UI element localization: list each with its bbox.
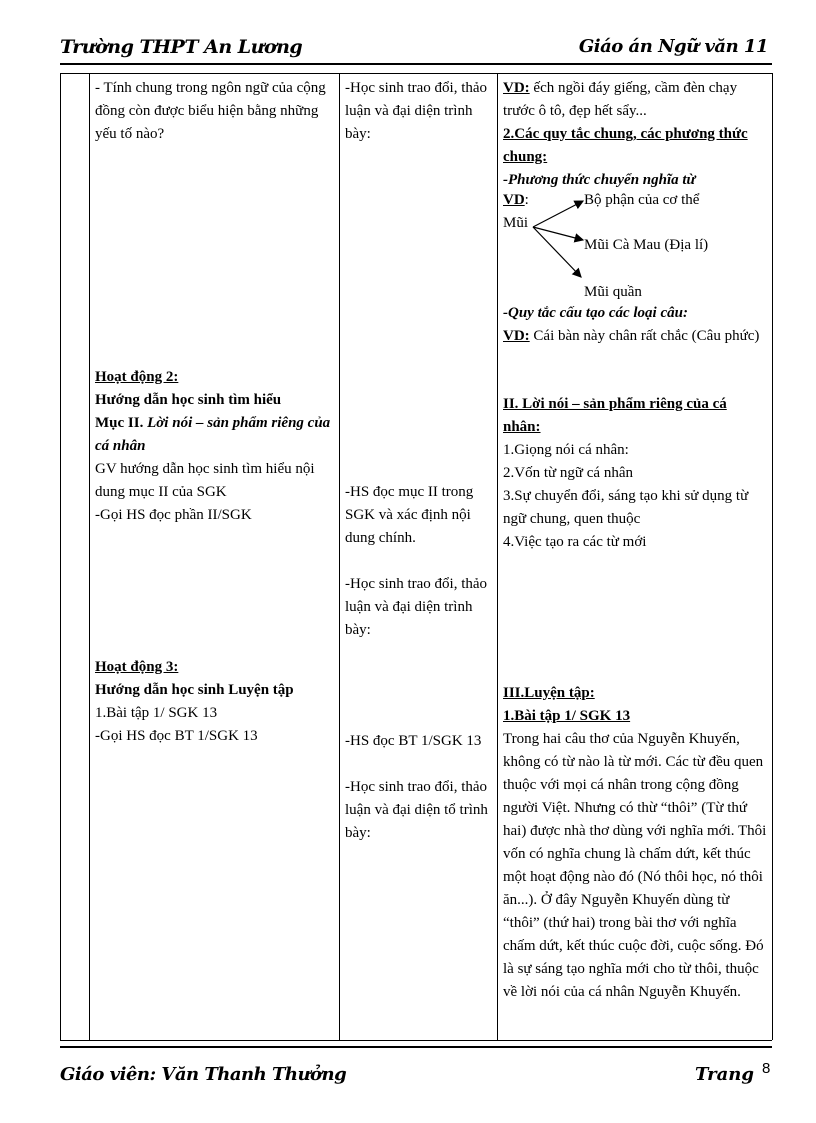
arrow-3	[533, 227, 581, 277]
section-2-title: 2.Các quy tắc chung, các phương thức chung:	[503, 126, 748, 165]
branch-3: Mũi quần	[584, 284, 642, 300]
example-3-text: Cái bàn này chân rất chắc (Câu phức)	[529, 328, 760, 344]
section-2-sub2: -Quy tắc cấu tạo các loại câu:	[503, 305, 688, 321]
exercise-1-text: Trong hai câu thơ của Nguyễn Khuyến, không có từ nào là từ mới. Các từ đều quen thuộc với mọi cá nhân trong cộng đồng người Việt. Nhưng có thừ “thôi” (Từ thứ hai) được nhà thơ dùng với nghĩa mới. Thôi vốn có nghĩa chung là chấm dứt, kết thúc một hoạt động nào đó (Nó thôi học, nó thôi ăn...). Ở đây Nguyễn Khuyến dùng từ “thôi” (thứ hai) trong bài thơ với nghĩa chấm dứt, kết thúc cuộc đời, cuộc sống. Đó là sự sáng tạo nghĩa mới cho từ thôi, thuộc về lời nói của cá nhân Nguyễn Khuyến.	[503, 731, 767, 1000]
table-divider-1	[339, 73, 340, 1040]
footer-teacher: Giáo viên: Văn Thanh Thưởng	[60, 1064, 347, 1085]
student-response-4: -HS đọc BT 1/SGK 13	[345, 733, 482, 749]
section-ii-title: II. Lời nói – sản phẩm riêng của cá nhân:	[503, 396, 727, 435]
table-right-border	[772, 73, 773, 1040]
section-ii-item-2: 2.Vốn từ ngữ cá nhân	[503, 465, 633, 481]
section-ii-item-1: 1.Giọng nói cá nhân:	[503, 442, 629, 458]
student-response-3: -Học sinh trao đổi, thảo luận và đại diện trình bày:	[345, 576, 488, 638]
example-1-text: ếch ngồi đáy giếng, cầm đèn chạy trước ô tô, đẹp hết sẩy...	[503, 80, 738, 119]
table-divider-0	[89, 73, 90, 1040]
activity-2-text1: GV hướng dẫn học sinh tìm hiểu nội dung mục II của SGK	[95, 461, 315, 500]
section-2-sub1: -Phương thức chuyển nghĩa từ	[503, 172, 696, 188]
header-school: Trường THPT An Lương	[60, 36, 303, 58]
section-ii-item-4: 4.Việc tạo ra các từ mới	[503, 534, 647, 550]
branch-1: Bộ phận của cơ thể	[584, 192, 700, 208]
exercise-1-title: 1.Bài tập 1/ SGK 13	[503, 708, 631, 724]
header-rule	[60, 63, 772, 65]
activity-2-text2: -Gọi HS đọc phần II/SGK	[95, 507, 252, 523]
teacher-question: - Tính chung trong ngôn ngữ của cộng đồng còn được biểu hiện bằng những yếu tố nào?	[95, 80, 326, 142]
example-1-label: VD:	[503, 80, 530, 96]
example-1	[503, 77, 768, 123]
table-bottom-border	[60, 1040, 772, 1041]
section-iii-title: III.Luyện tập:	[503, 685, 595, 701]
example-3	[503, 325, 768, 348]
example-2-label: VD:	[503, 192, 529, 208]
student-response-1: -Học sinh trao đổi, thảo luận và đại diện trình bày:	[345, 80, 488, 142]
activity-2-line2b: Lời nói – sản phẩm riêng của cá nhân	[95, 415, 331, 454]
activity-3-text1: 1.Bài tập 1/ SGK 13	[95, 705, 218, 721]
activity-2-line1: Hướng dẫn học sinh tìm hiểu	[95, 392, 282, 408]
table-divider-2	[497, 73, 498, 1040]
arrow-2	[533, 227, 583, 240]
activity-3-text2: -Gọi HS đọc BT 1/SGK 13	[95, 728, 258, 744]
section-2-rules	[503, 302, 768, 348]
footer-rule	[60, 1046, 772, 1048]
student-response-5: -Học sinh trao đổi, thảo luận và đại diện tổ trình bày:	[345, 779, 488, 841]
activity-3	[95, 656, 335, 748]
table-top-border	[60, 73, 772, 74]
student-response-2: -HS đọc mục II trong SGK và xác định nội dung chính.	[345, 484, 474, 546]
section-ii	[503, 393, 765, 554]
section-ii-item-3: 3.Sự chuyển đổi, sáng tạo khi sử dụng từ ngữ chung, quen thuộc	[503, 488, 749, 527]
branch-2: Mũi Cà Mau (Địa lí)	[584, 237, 709, 253]
activity-2	[95, 366, 335, 527]
page-number: 8	[762, 1060, 771, 1077]
arrow-1	[533, 201, 583, 227]
section-iii	[503, 682, 768, 1004]
example-2-word: Mũi	[503, 215, 529, 231]
header-subject: Giáo án Ngữ văn 11	[578, 36, 768, 57]
example-3-label: VD:	[503, 328, 530, 344]
activity-3-line1: Hướng dẫn học sinh Luyện tập	[95, 682, 294, 698]
footer-page-label: Trang	[695, 1064, 754, 1085]
section-2	[503, 123, 768, 192]
activity-2-line2	[95, 412, 335, 458]
activity-3-title: Hoạt động 3:	[95, 659, 179, 675]
table-left-border	[60, 73, 61, 1040]
activity-2-line2a: Mục II.	[95, 415, 144, 431]
activity-2-title: Hoạt động 2:	[95, 369, 179, 385]
